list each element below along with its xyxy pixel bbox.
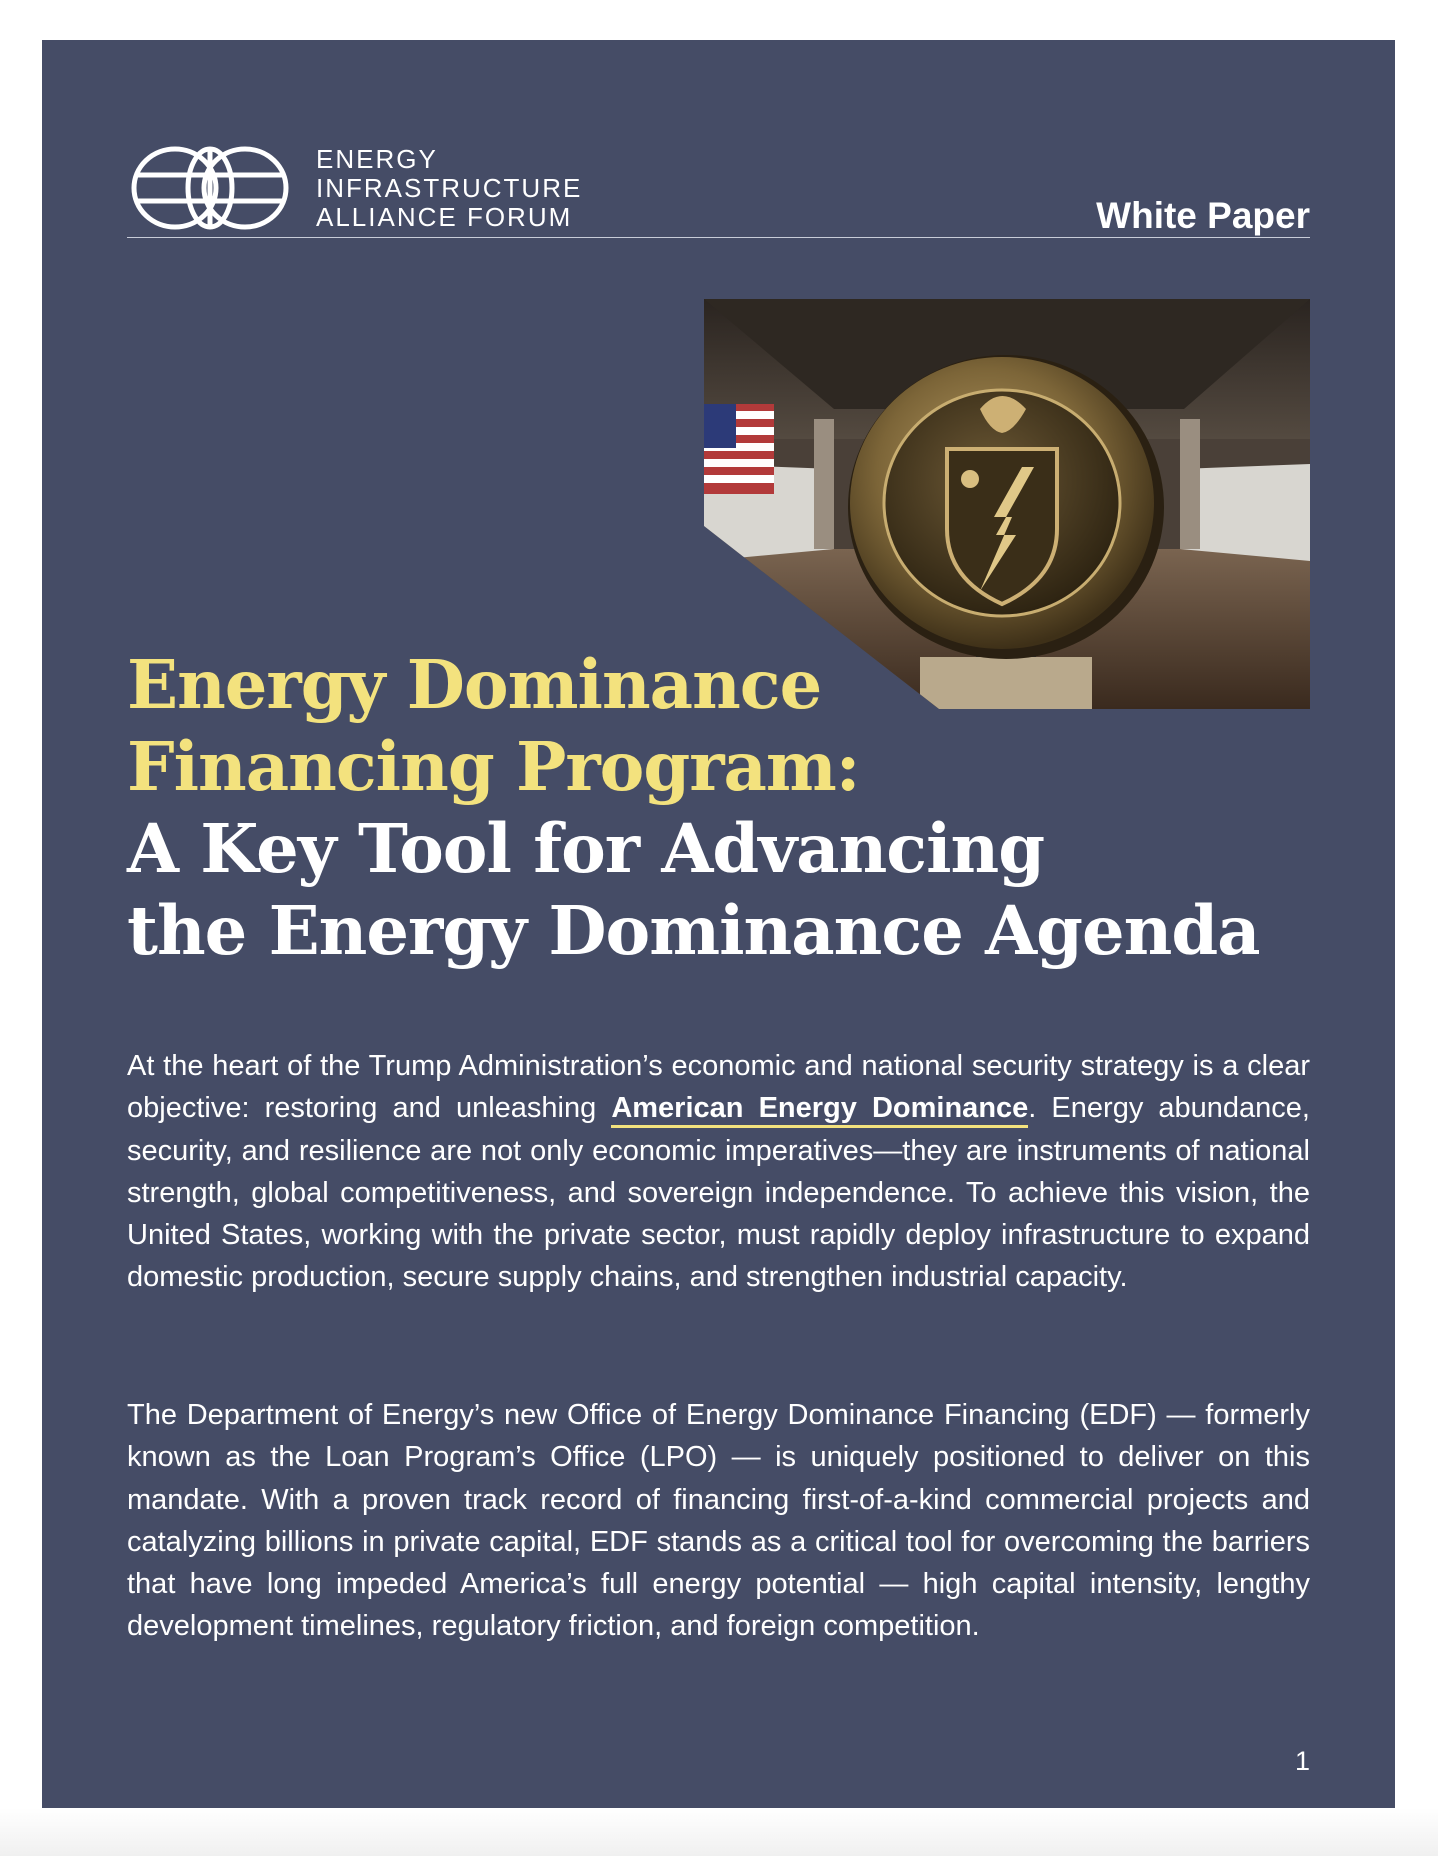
org-name-line: ENERGY bbox=[316, 144, 438, 174]
title-line: A Key Tool for Advancing bbox=[127, 809, 1045, 888]
paragraph-text: . Energy abundance, security, and resilience are not only economic imperatives—they are instruments of national strength, global competitiveness, and sovereign independence. To achieve this vision, the United States, working with the private sector, must rapidly deploy infrastructure to expand domestic production, secure supply chains, and strengthen industrial capacity. bbox=[127, 1092, 1310, 1294]
edf-paragraph: The Department of Energy’s new Office of Energy Dominance Financing (EDF) — formerly known as the Loan Program’s Office (LPO) — is uniquely positioned to deliver on this mandate. With a proven track record of financing first-of-a-kind commercial projects and catalyzing billions in private capital, EDF stands as a critical tool for overcoming the barriers that have long impeded America’s full energy potential — high capital intensity, lengthy development timelines, regulatory friction, and foreign competition. bbox=[127, 1399, 1310, 1643]
org-name-line: INFRASTRUCTURE bbox=[316, 173, 583, 203]
header-divider bbox=[127, 237, 1310, 238]
document-title bbox=[127, 644, 1310, 972]
document-type-label: White Paper bbox=[1096, 195, 1310, 236]
globe-logo-icon bbox=[127, 143, 293, 233]
title-line-highlight: Energy Dominance bbox=[127, 645, 822, 724]
paragraph-text: At the heart of the Trump Administration’s economic and national security strategy is a clear objective: restoring and unleashing bbox=[127, 1050, 1310, 1125]
organization-name bbox=[316, 145, 582, 232]
org-name-line: ALLIANCE FORUM bbox=[316, 202, 573, 232]
document-page bbox=[42, 40, 1395, 1808]
american-energy-dominance-link[interactable]: American Energy Dominance bbox=[611, 1092, 1028, 1128]
page-number: 1 bbox=[1294, 1746, 1310, 1776]
viewer-background bbox=[0, 1808, 1438, 1856]
title-line: the Energy Dominance Agenda bbox=[127, 891, 1260, 970]
intro-paragraph bbox=[127, 1045, 1310, 1299]
title-line-highlight: Financing Program: bbox=[127, 727, 860, 806]
header bbox=[127, 105, 1310, 279]
